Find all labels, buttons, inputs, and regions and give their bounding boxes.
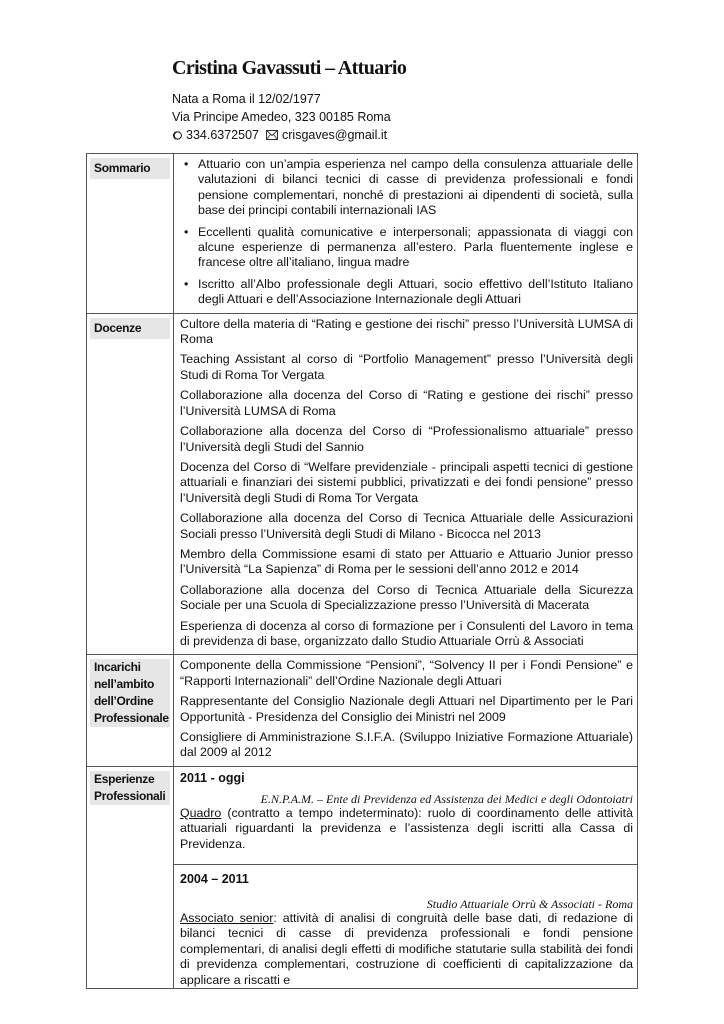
person-name: Cristina Gavassuti – Attuario xyxy=(172,57,407,79)
sommario-list xyxy=(180,157,633,308)
docenza-item: Collaborazione alla docenza del Corso di “Rating e gestione dei rischi” presso l’Università LUMSA di Roma xyxy=(180,388,633,418)
birth-info: Nata a Roma il 12/02/1977 xyxy=(172,92,321,106)
section-sommario xyxy=(87,154,638,314)
cv-table xyxy=(86,153,638,989)
section-label-docenze: Docenze xyxy=(90,318,170,339)
job-period: 2004 – 2011 xyxy=(180,872,249,887)
phone-icon xyxy=(172,130,182,141)
section-label-sommario: Sommario xyxy=(90,158,170,179)
job-role: Quadro xyxy=(180,805,222,820)
docenza-item: Teaching Assistant al corso di “Portfolio Management” presso l’Università degli Studi di Roma Tor Vergata xyxy=(180,352,633,382)
job-description: Associato senior: attività di analisi di congruità delle base dati, di redazione di bilanci tecnici di casse di previdenza professionali e fondi pensione complementari, di analisi degli effetti di modifiche statutarie sulla stabilità dei fondi di previdenza complementari, costruzione di coefficienti di capitalizzazione da applicare a riscatti e xyxy=(180,911,633,987)
docenza-item: Collaborazione alla docenza del Corso di Tecnica Attuariale della Sicurezza Sociale per una Scuola di Specializzazione presso l’Università di Macerata xyxy=(180,582,633,613)
sommario-item: • Attuario con un’ampia esperienza nel campo della consulenza attuariale delle valutazioni di bilanci tecnici di casse di previdenza professionali e fondi pensione complementari, nonché di prestazioni ai dipendenti di società, sulla base dei principi contabili internazionali IAS xyxy=(198,157,633,219)
job-role: Associato senior xyxy=(180,911,274,926)
job-description: Quadro (contratto a tempo indeterminato): ruolo di coordinamento delle attività attuariali riguardanti la previdenza e l’assistenza degli iscritti alla Cassa di Previdenza. xyxy=(180,805,633,851)
docenza-item: Collaborazione alla docenza del Corso di Tecnica Attuariale delle Assicurazioni Sociali presso l’Università degli Studi di Milano - Bicocca nel 2013 xyxy=(180,511,633,541)
job-employer: E.N.P.A.M. – Ente di Previdenza ed Assistenza dei Medici e degli Odontoiatri xyxy=(260,791,633,806)
contact-line xyxy=(172,126,642,144)
cv-header xyxy=(172,56,642,144)
job-entry xyxy=(174,766,638,864)
incarico-item: Componente della Commissione “Pensioni”, “Solvency II per i Fondi Pensione” e “Rapporti Internazionali” dell’Ordine Nazionale degli Attuari xyxy=(180,658,633,688)
sommario-item: • Iscritto all’Albo professionale degli Attuari, socio effettivo dell’Istituto Italiano degli Attuari e dell’Associazione Internazionale degli Attuari xyxy=(198,277,633,308)
section-esperienze xyxy=(87,766,638,864)
job-entry xyxy=(174,865,638,989)
docenza-item: Collaborazione alla docenza del Corso di “Professionalismo attuariale” presso l’Università degli Studi del Sannio xyxy=(180,424,633,454)
address: Via Principe Amedeo, 323 00185 Roma xyxy=(172,110,391,124)
docenza-item: Membro della Commissione esami di stato per Attuario e Attuario Junior presso l’Università “La Sapienza” di Roma per le sessioni dell’anno 2012 e 2014 xyxy=(180,546,633,577)
sommario-item: • Eccellenti qualità comunicative e interpersonali; appassionata di viaggi con alcune esperienze di permanenza all’estero. Parla fluentemente inglese e francese oltre all’italiano, lingua madre xyxy=(198,225,633,271)
docenza-item: Cultore della materia di “Rating e gestione dei rischi” presso l’Università LUMSA di Roma xyxy=(180,316,633,347)
section-docenze xyxy=(87,313,638,655)
docenza-item: Docenza del Corso di “Welfare previdenziale - principali aspetti tecnici di gestione attuariali e finanziari dei sistemi pubblici, privatizzati e dei fondi pensione” presso l’Università degli Studi di Roma Tor Vergata xyxy=(180,459,633,505)
job-employer: Studio Attuariale Orrù & Associati - Roma xyxy=(426,897,633,912)
envelope-icon xyxy=(266,130,278,140)
incarico-item: Consigliere di Amministrazione S.I.F.A. (Sviluppo Iniziative Formazione Attuariale) dal 2009 al 2012 xyxy=(180,730,633,760)
incarico-item: Rappresentante del Consiglio Nazionale degli Attuari nel Dipartimento per le Pari Opportunità - Presidenza del Consiglio dei Ministri nel 2009 xyxy=(180,694,633,724)
section-label-incarichi: Incarichi nell’ambito dell’Ordine Professionale xyxy=(90,659,170,727)
email-address[interactable]: crisgaves@gmail.it xyxy=(282,128,388,142)
job-period: 2011 - oggi xyxy=(180,770,245,785)
docenza-item: Esperienza di docenza al corso di formazione per i Consulenti del Lavoro in tema di previdenza di base, organizzato dallo Studio Attuariale Orrù & Associati xyxy=(180,618,633,648)
section-incarichi xyxy=(87,655,638,766)
section-label-esperienze: Esperienze Professionali xyxy=(90,771,170,805)
phone-number: 334.6372507 xyxy=(186,128,259,142)
